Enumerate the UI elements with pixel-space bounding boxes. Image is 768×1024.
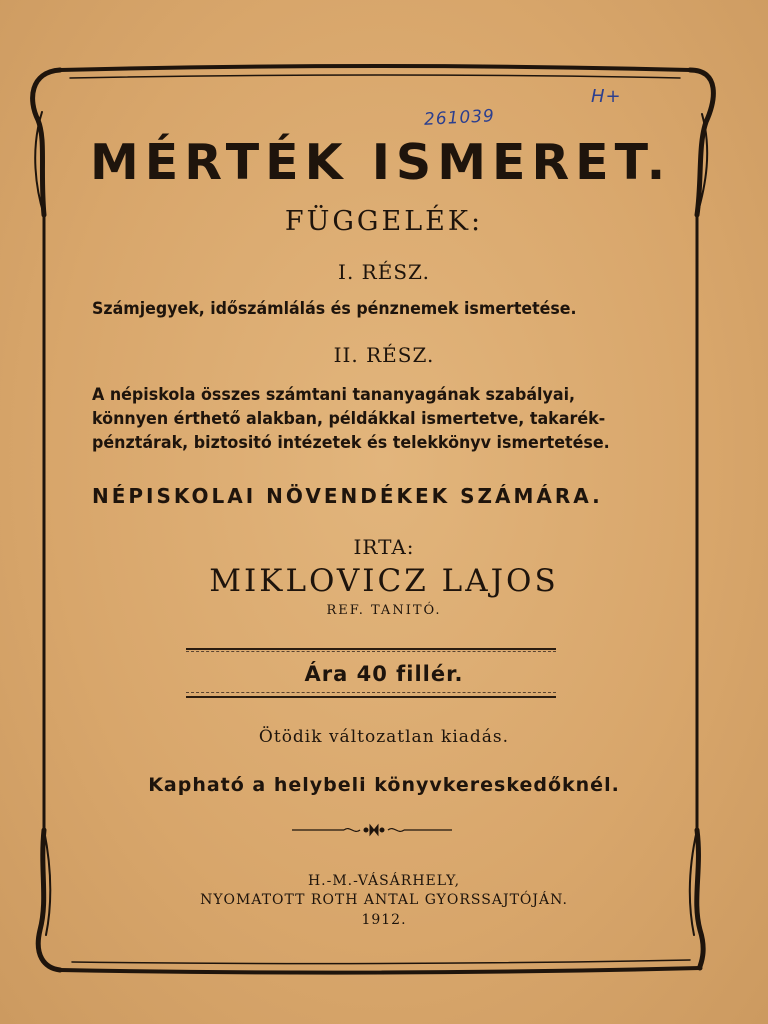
part2-heading: II. RÉSZ. xyxy=(333,343,435,367)
handwritten-mark: H+ xyxy=(591,86,622,107)
appendix-label: FÜGGELÉK: xyxy=(284,206,484,237)
imprint-printer: NYOMATOTT ROTH ANTAL GYORSSAJTÓJÁN. xyxy=(200,892,568,908)
divider-ornament xyxy=(292,822,452,838)
audience-line: NÉPISKOLAI NÖVENDÉKEK SZÁMÁRA. xyxy=(92,484,603,508)
imprint-year: 1912. xyxy=(361,912,407,928)
part2-description-line: könnyen érthető alakban, példákkal ismertetve, takarék- xyxy=(92,409,606,429)
part1-heading: I. RÉSZ. xyxy=(338,260,430,284)
part2-description-line: A népiskola összes számtani tananyagának szabályai, xyxy=(92,385,576,405)
book-title: MÉRTÉK ISMERET. xyxy=(90,134,672,191)
price-rule-bottom-dashed xyxy=(186,692,556,693)
part2-description xyxy=(92,383,653,455)
part1-description: Számjegyek, időszámlálás és pénznemek ismertetése. xyxy=(92,299,577,319)
price-rule-top xyxy=(186,648,556,650)
price-rule-top-dashed xyxy=(186,651,556,652)
author-name: MIKLOVICZ LAJOS xyxy=(209,563,559,599)
author-role: REF. TANITÓ. xyxy=(326,603,442,618)
part2-description-line: pénztárak, biztositó intézetek és telekkönyv ismertetése. xyxy=(92,433,610,453)
edition-note: Ötödik változatlan kiadás. xyxy=(258,727,510,747)
price-rule-bottom xyxy=(186,696,556,698)
availability-note: Kapható a helybeli könyvkereskedőknél. xyxy=(148,774,620,796)
imprint-place: H.-M.-VÁSÁRHELY, xyxy=(307,873,461,889)
byline-label: IRTA: xyxy=(353,535,415,559)
handwritten-catalog-number: 261039 xyxy=(423,106,496,130)
price: Ára 40 fillér. xyxy=(304,662,464,686)
